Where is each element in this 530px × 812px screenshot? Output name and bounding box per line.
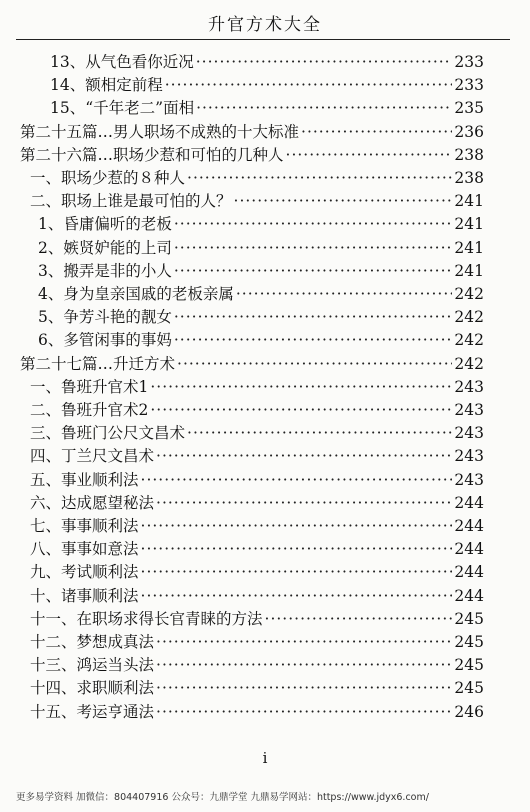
dot-leader [286,143,453,167]
toc-entry[interactable] [20,352,484,376]
toc-entry-title: 2、嫉贤妒能的上司 [38,238,172,257]
dot-leader [187,421,452,445]
toc-entry-title: 6、多管闲事的事妈 [38,331,172,350]
dot-leader [156,700,452,724]
toc-entry-page: 241 [454,215,484,234]
toc-entry[interactable] [50,96,484,120]
toc-entry[interactable] [30,421,484,445]
toc-entry-page: 242 [454,354,484,373]
toc-entry-page: 233 [454,53,484,71]
toc-entry-title: 八、事事如意法 [30,540,139,559]
toc-entry[interactable] [30,700,484,724]
dot-leader [174,305,453,329]
dot-leader [174,328,453,352]
toc-entry-page: 243 [454,377,484,396]
dot-leader [196,96,452,120]
toc-entry-title: 第二十六篇…职场少惹和可怕的几种人 [20,145,284,164]
toc-entry[interactable] [38,236,484,260]
toc-entry-title: 十四、求职顺利法 [30,679,155,698]
dot-leader [187,166,452,190]
dot-leader [141,584,453,608]
toc-entry[interactable] [30,630,484,654]
toc-entry-page: 243 [454,424,484,443]
toc-entry[interactable] [38,212,484,236]
toc-entry-page: 244 [454,517,484,535]
toc-entry-title: 1、昏庸偏听的老板 [38,215,172,234]
toc-entry-title: 15、“千年老二”面相 [50,99,195,118]
toc-entry-title: 十、诸事顺利法 [30,586,139,605]
toc-entry[interactable] [30,166,484,190]
dot-leader [156,653,452,677]
toc-entry-title: 三、鲁班门公尺文昌术 [30,424,186,443]
toc-entry[interactable] [38,282,484,306]
dot-leader [265,607,453,631]
dot-leader [174,212,453,236]
dot-leader [156,630,452,654]
dot-leader [141,560,453,584]
toc-entry[interactable] [30,444,484,468]
toc-entry-page: 233 [454,76,484,95]
toc-entry-page: 243 [454,470,484,489]
header-rule [16,39,510,40]
dot-leader [150,398,452,422]
toc-entry-page: 238 [454,145,484,164]
toc-entry-page: 241 [454,238,484,257]
dot-leader [196,50,453,74]
toc-entry-page: 243 [454,401,484,419]
toc-entry[interactable] [30,375,484,399]
toc-entry[interactable] [30,653,484,677]
toc-entry-page: 238 [454,169,484,187]
toc-entry[interactable] [30,676,484,700]
page-number: i [262,749,268,767]
toc-entry-page: 235 [454,99,484,118]
toc-entry-title: 九、考试顺利法 [30,563,139,582]
toc-entry-title: 七、事事顺利法 [30,517,139,535]
toc-entry-title: 五、事业顺利法 [30,470,139,489]
toc-entry[interactable] [30,584,484,608]
toc-entry-title: 二、职场上谁是最可怕的人？ [30,192,232,211]
dot-leader [174,259,453,283]
toc-entry-title: 六、达成愿望秘法 [30,493,155,512]
toc-entry-page: 244 [454,540,484,559]
toc-entry-title: 十五、考运亨通法 [30,702,155,721]
footer-watermark: 更多易学资料 加微信：804407916 公众号：九鼎学堂 九鼎易学网站：https://www.jdyx6.com/ [16,792,429,803]
dot-leader [236,282,453,306]
toc-entry[interactable] [30,189,484,213]
toc-entry[interactable] [38,305,484,329]
toc-entry-title: 第二十五篇…男人职场不成熟的十大标准 [20,122,300,141]
toc-entry[interactable] [20,143,484,167]
toc-entry-title: 一、鲁班升官术1 [30,377,149,396]
toc-entry-page: 243 [454,447,484,466]
dot-leader [141,537,453,561]
toc-entry-title: 十三、鸿运当头法 [30,656,155,675]
toc-entry-page: 244 [454,586,484,605]
toc-entry-title: 四、丁兰尺文昌术 [30,447,155,466]
toc-entry-page: 244 [454,563,484,582]
dot-leader [150,375,452,399]
toc-entry-page: 245 [454,609,484,628]
toc-entry[interactable] [50,73,484,97]
toc-entry-page: 242 [454,308,484,327]
toc-entry[interactable] [30,398,484,422]
toc-entry-title: 4、身为皇亲国戚的老板亲属 [38,285,234,303]
dot-leader [177,352,452,376]
dot-leader [174,236,453,260]
toc-entry-page: 244 [454,493,484,512]
dot-leader [141,468,453,492]
dot-leader [234,189,453,213]
toc-entry-page: 241 [454,192,484,211]
toc-entry-page: 242 [454,331,484,350]
toc-entry-page: 245 [454,656,484,675]
toc-entry-title: 第二十七篇…升迁方术 [20,354,176,373]
running-header: 升官方术大全 [208,15,322,35]
toc-entry-title: 十一、在职场求得长官青睐的方法 [30,609,263,628]
dot-leader [301,120,452,144]
toc-entry-title: 5、争芳斗艳的靓女 [38,308,172,327]
toc-entry-page: 245 [454,679,484,698]
dot-leader [156,491,452,515]
toc-entry-page: 245 [454,633,484,651]
toc-entry-title: 一、职场少惹的８种人 [30,169,186,187]
toc-entry-title: 13、从气色看你近况 [50,53,194,71]
dot-leader [156,444,452,468]
toc-entry[interactable] [30,607,484,631]
toc-entry-page: 236 [454,122,484,141]
toc-entry-title: 3、搬弄是非的小人 [38,261,172,280]
toc-entry-title: 14、额相定前程 [50,76,163,95]
dot-leader [165,73,453,97]
toc-entry-page: 242 [454,285,484,303]
toc-entry-page: 246 [454,702,484,721]
dot-leader [141,514,453,538]
toc-entry[interactable] [30,468,484,492]
toc-entry-title: 二、鲁班升官术2 [30,401,149,419]
toc-entry[interactable] [30,537,484,561]
toc-entry[interactable] [30,491,484,515]
toc-entry[interactable] [30,560,484,584]
toc-entry-page: 241 [454,261,484,280]
toc-entry[interactable] [38,328,484,352]
toc-entry[interactable] [50,50,484,74]
dot-leader [156,676,452,700]
toc-entry[interactable] [30,514,484,538]
toc-entry[interactable] [38,259,484,283]
toc-entry[interactable] [20,120,484,144]
toc-entry-title: 十二、梦想成真法 [30,633,155,651]
